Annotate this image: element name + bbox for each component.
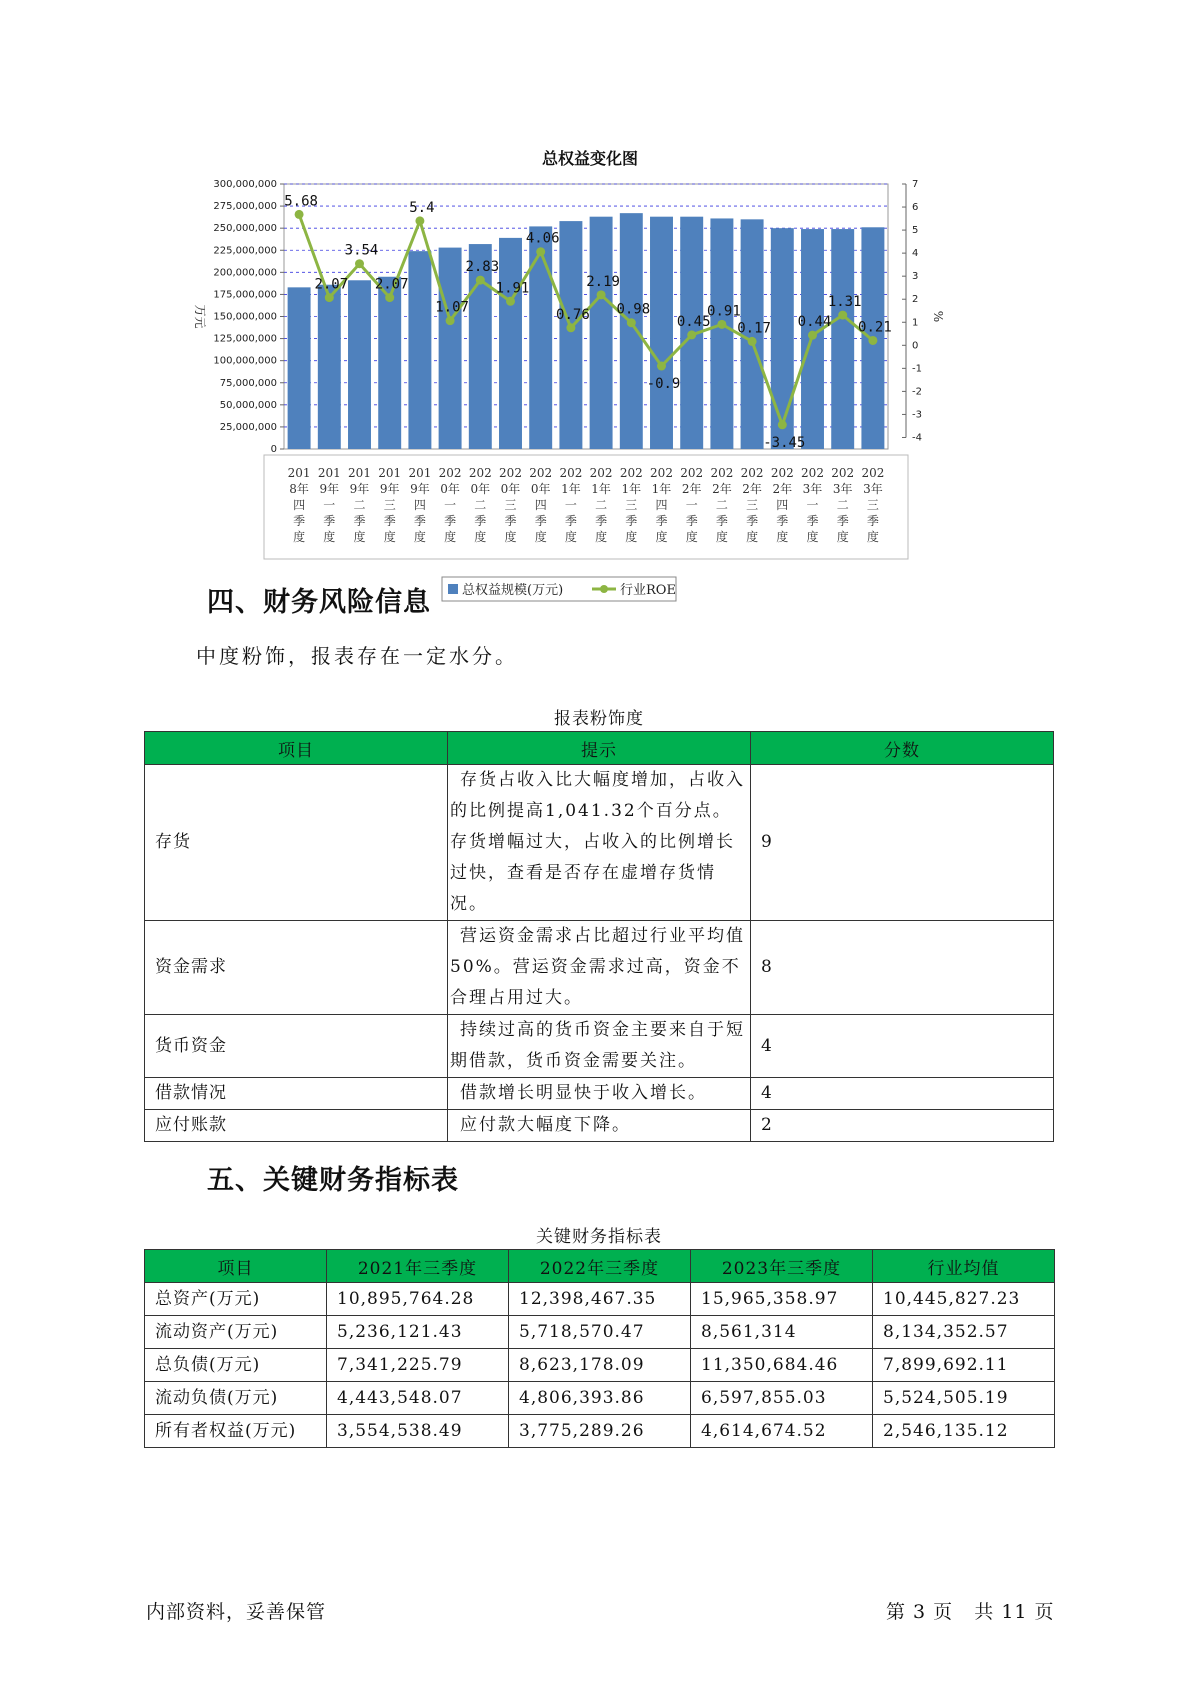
risk-tip: 应付款大幅度下降。 [448,1110,751,1142]
left-tick-label: 150,000,000 [213,311,277,323]
roe-point [657,362,666,371]
category-label: 201 9年四季度 [408,466,432,544]
header-item: 项目 [145,1250,327,1283]
fin-item: 总资产(万元) [145,1283,327,1316]
category-label: 202 3年一季度 [801,466,824,544]
category-label: 202 2年一季度 [680,466,704,544]
roe-data-label: 0.44 [797,314,832,331]
roe-point [717,320,726,329]
left-tick-label: 0 [270,444,277,455]
fin-item: 流动资产(万元) [145,1316,327,1349]
left-axis-title: 万元 [193,304,207,329]
roe-point [295,210,304,219]
left-tick-label: 225,000,000 [213,245,277,257]
risk-item: 存货 [145,765,448,921]
bar [710,218,733,449]
category-label: 202 2年四季度 [770,466,794,544]
legend-label-bar: 总权益规模(万元) [462,583,564,598]
fin-table-header [145,1250,1055,1283]
right-tick-label: 6 [912,202,919,214]
right-tick-label: 5 [912,225,919,237]
risk-table-header [145,732,1054,765]
category-label: 201 9年二季度 [348,466,371,544]
fin-item: 总负债(万元) [145,1349,327,1382]
table-row [145,1349,1055,1382]
bar [771,228,794,449]
fin-value: 3,775,289.26 [509,1415,691,1448]
fin-value: 8,561,314 [691,1316,873,1349]
left-tick-label: 25,000,000 [219,421,277,433]
roe-point [838,311,847,320]
right-tick-label: -3 [912,409,922,421]
footer-page-number: 第 3 页 共 11 页 [886,1601,1055,1623]
fin-value: 10,445,827.23 [873,1283,1055,1316]
risk-table [144,731,1054,1142]
fin-value: 8,134,352.57 [873,1316,1055,1349]
left-tick-label: 275,000,000 [213,201,277,213]
roe-point [778,420,787,429]
roe-data-label: 0.21 [858,319,892,336]
table-row [145,1078,1054,1110]
roe-data-label: 5.68 [284,193,318,210]
category-label: 202 2年三季度 [740,466,764,544]
fin-value: 10,895,764.28 [327,1283,509,1316]
fin-item: 流动负债(万元) [145,1382,327,1415]
section4-summary: 中度粉饰，报表存在一定水分。 [196,644,518,668]
right-tick-label: -1 [912,363,922,375]
section5-heading: 五、关键财务指标表 [207,1165,459,1196]
bar [439,248,462,449]
category-label: 201 9年一季度 [317,466,341,544]
roe-data-label: 3.54 [344,242,379,259]
right-axis-title: % [931,310,945,323]
table-row [145,765,1054,921]
roe-point [566,323,575,332]
fin-value: 7,899,692.11 [873,1349,1055,1382]
roe-point [536,247,545,256]
table-row [145,1110,1054,1142]
category-label: 202 1年四季度 [650,466,673,544]
fin-table-caption: 关键财务指标表 [536,1227,662,1247]
table-row [145,1316,1055,1349]
roe-point [748,337,757,346]
roe-data-label: 2.19 [586,273,620,290]
fin-value: 7,341,225.79 [327,1349,509,1382]
header-2023q3: 2023年三季度 [691,1250,873,1283]
risk-item: 货币资金 [145,1015,448,1078]
fin-value: 2,546,135.12 [873,1415,1055,1448]
roe-data-label: 2.07 [314,276,349,293]
roe-point [415,216,424,225]
category-label: 202 1年一季度 [559,466,583,544]
header-2021q3: 2021年三季度 [327,1250,509,1283]
category-label: 202 0年二季度 [468,466,492,544]
risk-tip: 存货占收入比大幅度增加，占收入的比例提高1,041.32个百分点。存货增幅过大，占收入的比例增长过快，查看是否存在虚增存货情况。 [448,765,751,921]
header-industry-avg: 行业均值 [873,1250,1055,1283]
roe-data-label: 5.4 [409,199,435,216]
bar [831,229,854,449]
chart-svg [180,138,1000,608]
bar [318,285,341,449]
roe-data-label: 0.91 [707,303,741,320]
roe-point [627,318,636,327]
risk-score: 8 [751,921,1054,1015]
header-2022q3: 2022年三季度 [509,1250,691,1283]
roe-data-label: 1.07 [435,299,469,316]
roe-data-label: 0.98 [616,301,651,318]
legend-swatch-point [600,585,608,593]
fin-value: 5,718,570.47 [509,1316,691,1349]
right-tick-label: 3 [912,271,919,283]
fin-value: 4,443,548.07 [327,1382,509,1415]
risk-item: 资金需求 [145,921,448,1015]
risk-tip: 持续过高的货币资金主要来自于短期借款，货币资金需要关注。 [448,1015,751,1078]
roe-point [597,290,606,299]
category-label: 202 1年三季度 [619,466,643,544]
section4-heading: 四、财务风险信息 [207,587,431,618]
category-label: 201 9年三季度 [378,466,402,544]
right-tick-label: -4 [912,432,922,444]
fin-item: 所有者权益(万元) [145,1415,327,1448]
table-row [145,1382,1055,1415]
fin-value: 12,398,467.35 [509,1283,691,1316]
right-tick-label: -2 [912,386,922,398]
risk-score: 9 [751,765,1054,921]
risk-score: 4 [751,1078,1054,1110]
left-tick-label: 75,000,000 [219,377,277,389]
fin-value: 3,554,538.49 [327,1415,509,1448]
roe-data-label: -3.45 [763,434,806,451]
risk-item: 借款情况 [145,1078,448,1110]
right-tick-label: 7 [912,179,919,190]
left-tick-label: 100,000,000 [213,355,277,367]
legend-label-line: 行业ROE [620,583,676,598]
header-item: 项目 [145,732,448,765]
category-label: 202 0年三季度 [499,466,522,544]
category-label: 202 2年二季度 [710,466,734,544]
fin-value: 5,236,121.43 [327,1316,509,1349]
fin-value: 8,623,178.09 [509,1349,691,1382]
fin-value: 11,350,684.46 [691,1349,873,1382]
fin-value: 4,806,393.86 [509,1382,691,1415]
roe-point [476,276,485,285]
roe-data-label: 0.76 [556,306,590,323]
right-tick-label: 2 [912,294,919,306]
key-financial-table [144,1249,1055,1448]
left-tick-label: 50,000,000 [219,399,277,411]
roe-data-label: 2.83 [465,259,500,276]
roe-data-label: 2.07 [374,276,409,293]
roe-point [868,336,877,345]
roe-point [506,297,515,306]
category-label: 202 0年四季度 [529,466,553,544]
bar [650,217,673,449]
fin-value: 6,597,855.03 [691,1382,873,1415]
roe-data-label: 1.31 [827,294,862,311]
risk-table-caption: 报表粉饰度 [554,709,644,729]
table-row [145,1415,1055,1448]
left-tick-label: 300,000,000 [213,179,277,190]
risk-tip: 营运资金需求占比超过行业平均值50%。营运资金需求过高，资金不合理占用过大。 [448,921,751,1015]
bar [559,221,582,449]
left-tick-label: 200,000,000 [213,267,277,279]
bar [348,280,371,449]
roe-point [325,293,334,302]
bar [288,287,311,449]
roe-data-label: -0.9 [646,376,681,393]
bar [529,226,552,449]
risk-score: 4 [751,1015,1054,1078]
left-tick-label: 125,000,000 [213,333,277,345]
footer-left: 内部资料，妥善保管 [146,1601,327,1623]
right-tick-label: 4 [912,248,919,260]
legend-swatch-bar [448,584,458,594]
equity-chart [180,138,1000,608]
category-label: 202 3年三季度 [861,466,885,544]
roe-point [355,259,364,268]
bar [499,238,522,449]
right-tick-label: 0 [912,340,919,352]
bar [590,217,613,449]
risk-tip: 借款增长明显快于收入增长。 [448,1078,751,1110]
roe-data-label: 1.91 [495,280,530,297]
bar [408,251,431,449]
header-tip: 提示 [448,732,751,765]
table-row [145,1283,1055,1316]
category-label: 201 8年四季度 [287,466,311,544]
bar [378,277,401,449]
bar [620,213,643,449]
fin-value: 5,524,505.19 [873,1382,1055,1415]
category-label: 202 0年一季度 [438,466,462,544]
risk-score: 2 [751,1110,1054,1142]
right-tick-label: 1 [912,317,919,329]
fin-value: 15,965,358.97 [691,1283,873,1316]
category-label: 202 3年二季度 [831,466,855,544]
roe-point [808,331,817,340]
table-row [145,1015,1054,1078]
roe-data-label: 4.06 [525,230,560,247]
roe-data-label: 0.17 [737,320,771,337]
left-tick-label: 175,000,000 [213,289,277,301]
category-label: 202 1年二季度 [589,466,613,544]
header-score: 分数 [751,732,1054,765]
table-row [145,921,1054,1015]
left-tick-label: 250,000,000 [213,223,277,235]
chart-title: 总权益变化图 [541,149,638,168]
fin-value: 4,614,674.52 [691,1415,873,1448]
roe-point [687,330,696,339]
roe-point [446,316,455,325]
roe-data-label: 0.45 [676,313,711,330]
roe-point [385,293,394,302]
risk-item: 应付账款 [145,1110,448,1142]
